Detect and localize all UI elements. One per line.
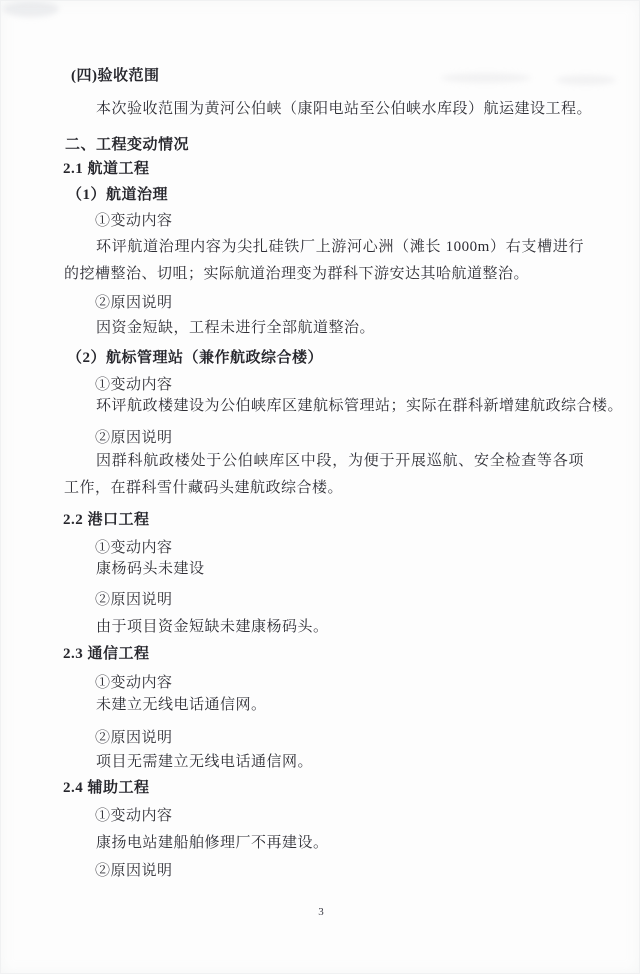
paragraph-communication-change: 未建立无线电话通信网。 <box>96 697 267 713</box>
page-number: 3 <box>318 906 324 918</box>
paragraph-auxiliary-change: 康扬电站建船舶修理厂不再建设。 <box>96 835 329 851</box>
label-change-content: ①变动内容 <box>95 675 173 691</box>
paragraph-channel-regulation-reason: 因资金短缺，工程未进行全部航道整治。 <box>96 320 376 336</box>
label-reason: ②原因说明 <box>95 730 173 746</box>
label-reason: ②原因说明 <box>95 295 173 311</box>
scan-smudge <box>3 1 59 17</box>
scan-smudge <box>441 73 531 83</box>
label-change-content: ①变动内容 <box>95 808 173 824</box>
label-change-content: ①变动内容 <box>95 377 173 393</box>
section-heading-auxiliary-works: 2.4 辅助工程 <box>63 780 150 796</box>
label-change-content: ①变动内容 <box>95 213 173 229</box>
section-heading-project-changes: 二、工程变动情况 <box>65 137 190 153</box>
paragraph-port-change: 康杨码头未建设 <box>96 561 205 577</box>
section-heading-acceptance-scope: (四)验收范围 <box>71 68 160 84</box>
paragraph-beacon-station-change: 环评航政楼建设为公伯峡库区建航标管理站；实际在群科新增建航政综合楼。 <box>96 398 624 414</box>
paragraph-channel-regulation-change: 环评航道治理内容为尖扎硅铁厂上游河心洲（滩长 1000m）右支槽进行的挖槽整治、切咀；实际航道治理变为群科下游安达其哈航道整治。 <box>64 239 584 282</box>
paragraph-communication-reason: 项目无需建立无线电话通信网。 <box>96 754 314 770</box>
paragraph-beacon-station-reason: 因群科航政楼处于公伯峡库区中段，为便于开展巡航、安全检查等各项工作，在群科雪什藏码头建航政综合楼。 <box>64 453 584 496</box>
scan-smudge <box>556 75 616 85</box>
section-heading-channel-works: 2.1 航道工程 <box>63 161 150 177</box>
label-reason: ②原因说明 <box>95 863 173 879</box>
paragraph-acceptance-scope: 本次验收范围为黄河公伯峡（康阳电站至公伯峡水库段）航运建设工程。 <box>96 101 593 117</box>
label-reason: ②原因说明 <box>95 592 173 608</box>
subsection-heading-beacon-station: （2）航标管理站（兼作航政综合楼） <box>67 350 324 366</box>
label-change-content: ①变动内容 <box>95 540 173 556</box>
section-heading-port-works: 2.2 港口工程 <box>63 512 150 528</box>
label-reason: ②原因说明 <box>95 430 173 446</box>
subsection-heading-channel-regulation: （1）航道治理 <box>67 187 169 203</box>
section-heading-communication-works: 2.3 通信工程 <box>63 646 150 662</box>
paragraph-port-reason: 由于项目资金短缺未建康杨码头。 <box>96 619 329 635</box>
